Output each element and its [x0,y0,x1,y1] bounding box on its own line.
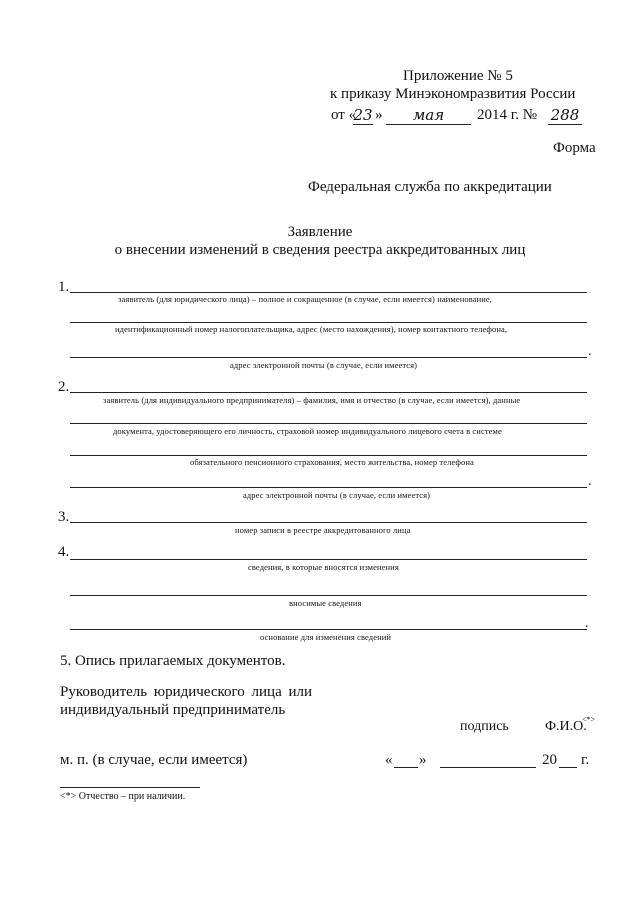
section4-number: 4. [58,544,70,560]
section5-heading: 5. Опись прилагаемых документов. [60,653,286,669]
signer-title-line2: индивидуальный предприниматель [60,702,286,718]
sign-date-close: » [419,752,427,768]
sign-date-open: « [385,752,393,768]
section2-field-line4[interactable] [70,487,587,488]
section1-caption1: заявитель (для юридического лица) – полное и сокращенное (в случае, если имеется) наименование, [118,294,492,304]
section2-field-line1[interactable] [70,392,587,393]
order-date-month: мая [412,106,445,124]
section1-field-line3[interactable] [70,357,587,358]
order-date-prefix: от « [331,107,357,123]
fio-footnote-mark: <*> [582,715,596,724]
section3-number: 3. [58,509,70,525]
section2-field-line3[interactable] [70,455,587,456]
section4-caption3: основание для изменения сведений [260,632,392,642]
order-reference: к приказу Минэкономразвития России [330,86,576,102]
section4-field-line3[interactable] [70,629,587,630]
sign-year-prefix: 20 [542,752,557,768]
sign-date-month-field[interactable] [440,767,536,768]
footnote-divider [60,787,200,788]
sign-year-suffix: г. [581,752,590,768]
section2-caption4: адрес электронной почты (в случае, если имеется) [243,490,431,500]
section1-number: 1. [58,279,70,295]
signature-label: подпись [460,719,509,734]
section2-caption2: документа, удостоверяющего его личность, страховой номер индивидуального лицевого счета в системе [113,426,502,436]
footnote-text: <*> Отчество – при наличии. [60,791,186,802]
section4-caption1: сведения, в которые вносятся изменения [248,562,399,572]
stamp-label: м. п. (в случае, если имеется) [60,752,248,768]
appendix-label: Приложение № 5 [403,68,513,84]
section1-caption3: адрес электронной почты (в случае, если имеется) [230,360,418,370]
section4-field-line1[interactable] [70,559,587,560]
order-number: 288 [550,106,580,124]
form-label: Форма [553,140,596,156]
sign-date-day-field[interactable] [394,767,418,768]
section3-caption: номер записи в реестре аккредитованного лица [235,525,411,535]
section2-caption3: обязательного пенсионного страхования, место жительства, номер телефона [190,457,474,467]
order-date-day: 23 [353,106,373,124]
order-date-close: » [375,107,383,123]
sign-date-year-field[interactable] [559,767,577,768]
section2-number: 2. [58,379,70,395]
signer-title-line1: Руководитель юридического лица или [60,684,313,700]
section1-field-line1[interactable] [70,292,587,293]
fio-label: Ф.И.О. [545,719,587,734]
section4-caption2: вносимые сведения [289,598,362,608]
order-date-year: 2014 г. № [477,107,538,123]
section3-field-line[interactable] [70,522,587,523]
section1-field-line2[interactable] [70,322,587,323]
section2-field-line2[interactable] [70,423,587,424]
document-subtitle: о внесении изменений в сведения реестра аккредитованных лиц [114,242,526,258]
section1-caption2: идентификационный номер налогоплательщика, адрес (место нахождения), номер контактного телефона, [115,324,508,334]
section2-caption1: заявитель (для индивидуального предпринимателя) – фамилия, имя и отчество (в случае, если имеется), данные [103,395,521,405]
agency-name: Федеральная служба по аккредитации [308,179,552,195]
document-title: Заявление [287,224,353,240]
section4-field-line2[interactable] [70,595,587,596]
